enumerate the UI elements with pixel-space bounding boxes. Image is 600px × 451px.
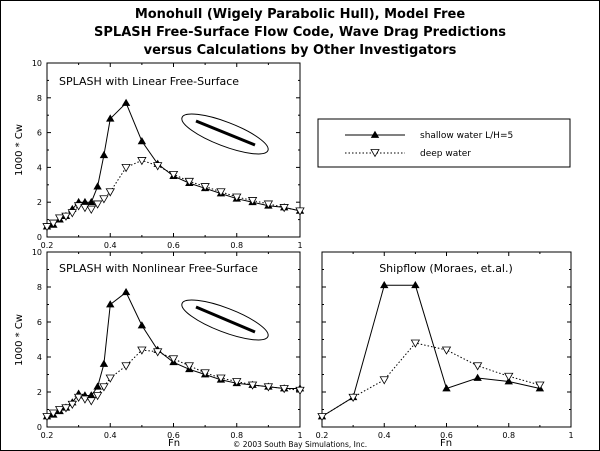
x-tick-label: 0.8 <box>230 241 244 250</box>
y-tick-label: 10 <box>31 59 42 68</box>
legend <box>318 119 570 167</box>
y-tick-label: 8 <box>36 93 42 103</box>
y-tick-label: 2 <box>36 198 42 208</box>
y-tick-label: 6 <box>36 128 42 138</box>
x-tick-label: 0.2 <box>40 431 54 440</box>
panel-title: SPLASH with Linear Free-Surface <box>59 75 240 88</box>
x-tick-label: 0.4 <box>103 241 117 250</box>
x-axis-label: Fn <box>439 438 453 449</box>
figure-title-line-3: versus Calculations by Other Investigators <box>143 43 457 58</box>
x-tick-label: 0.6 <box>167 431 180 440</box>
x-tick-label: 1 <box>297 431 303 440</box>
panel-title: SPLASH with Nonlinear Free-Surface <box>59 262 258 275</box>
y-axis-label: 1000 * Cw <box>14 124 25 176</box>
y-tick-label: 8 <box>36 283 42 292</box>
x-tick-label: 0.8 <box>502 431 516 440</box>
figure-title-line-2: SPLASH Free-Surface Flow Code, Wave Drag Predictions <box>94 25 506 40</box>
x-axis-label: Fn <box>167 438 181 449</box>
x-tick-label: 0.8 <box>230 431 244 440</box>
x-tick-label: 1 <box>568 431 574 440</box>
x-tick-label: 0.2 <box>315 431 329 440</box>
y-tick-label: 6 <box>36 318 42 327</box>
y-tick-label: 10 <box>31 248 42 257</box>
y-tick-label: 4 <box>36 163 42 173</box>
x-tick-label: 0.6 <box>167 241 180 250</box>
legend-label-shallow: shallow water L/H=5 <box>420 131 514 141</box>
y-tick-label: 0 <box>36 233 42 242</box>
x-tick-label: 1 <box>297 241 303 250</box>
x-tick-label: 0.6 <box>440 431 453 440</box>
panel-title: Shipflow (Moraes, et.al.) <box>379 262 513 275</box>
y-tick-label: 2 <box>36 388 42 397</box>
y-tick-label: 0 <box>36 423 42 432</box>
legend-label-deep: deep water <box>420 149 472 159</box>
y-tick-label: 4 <box>36 353 42 362</box>
x-tick-label: 0.4 <box>377 431 391 440</box>
figure-title-line-1: Monohull (Wigely Parabolic Hull), Model Free <box>134 7 466 22</box>
x-tick-label: 0.4 <box>103 431 117 440</box>
y-axis-label: 1000 * Cw <box>14 314 25 366</box>
legend-box <box>318 119 570 167</box>
copyright-notice: © 2003 South Bay Simulations, Inc. <box>232 440 368 449</box>
x-tick-label: 0.2 <box>40 241 54 250</box>
